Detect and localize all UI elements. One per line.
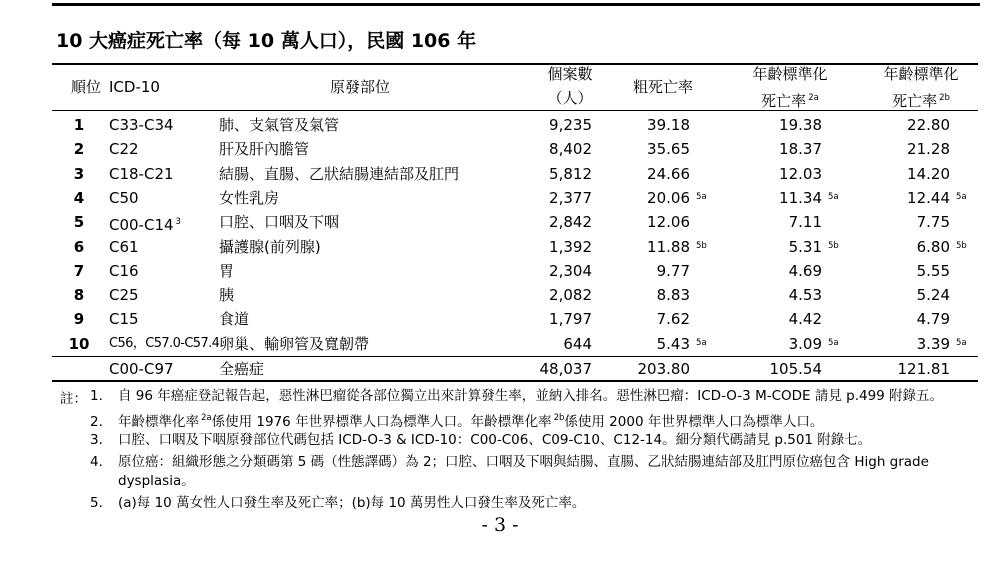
row-rank: 5	[73, 213, 85, 231]
footnote-5: 5. (a)每 10 萬女性人口發生率及死亡率；(b)每 10 萬男性人口發生率及死亡率。	[90, 495, 586, 511]
row-asr-a: 4.53	[788, 286, 822, 304]
total-cases: 48,037	[539, 360, 592, 378]
row-cases: 2,082	[549, 286, 592, 304]
total-asr-a: 105.54	[769, 360, 822, 378]
row-cases: 5,812	[549, 165, 592, 183]
row-asr-a: 11.34 5a	[779, 189, 839, 207]
footnote-3: 3. 口腔、口咽及下咽原發部位代碼包括 ICD-O-3 & ICD-10：C00-C06、C09-C10、C12-14。細分類代碼請見 p.501 附錄七。	[90, 432, 872, 448]
row-site: 肝及肝內膽管	[219, 140, 310, 158]
top-rule	[52, 3, 980, 6]
row-rank: 7	[73, 262, 85, 280]
row-cases: 9,235	[549, 116, 592, 134]
row-rank: 9	[73, 310, 85, 328]
row-site: 胃	[219, 262, 235, 280]
row-asr-a: 4.69	[788, 262, 822, 280]
row-asr-b: 14.20	[907, 165, 950, 183]
header-cases-line2: （人）	[547, 89, 593, 107]
row-icd: C25	[109, 286, 139, 304]
row-site: 胰	[219, 286, 235, 304]
row-asr-a: 19.38	[779, 116, 822, 134]
header-site: 原發部位	[329, 78, 390, 96]
footnote-2: 2. 年齡標準化率 $^{2a}$係使用 1976 年世界標準人口為標準人口。年齡標準化率 $^{2b}$係使用 2000 年世界標準人口為標準人口。	[90, 413, 824, 430]
row-site: 食道	[219, 310, 250, 328]
row-crude: 24.66	[647, 165, 690, 183]
page-title: 10 大癌症死亡率（每 10 萬人口），民國 106 年	[56, 30, 477, 52]
row-site: 女性乳房	[219, 189, 280, 207]
header-cases-line1: 個案數	[547, 65, 593, 83]
row-icd: C16	[109, 262, 139, 280]
total-site: 全癌症	[219, 360, 265, 378]
header-asr-a-line1: 年齡標準化	[752, 65, 828, 83]
row-crude: 9.77	[656, 262, 690, 280]
row-crude: 20.06 5a	[647, 189, 707, 207]
row-asr-a: 5.31 5b	[788, 238, 839, 256]
page-number: - 3 -	[481, 514, 519, 536]
row-crude: 8.83	[656, 286, 690, 304]
header-asr-a-line2: 死亡率 $^{2a}$	[761, 92, 819, 110]
row-asr-b: 12.44 5a	[907, 189, 967, 207]
row-cases: 644	[563, 335, 592, 353]
total-asr-b: 121.81	[897, 360, 950, 378]
row-icd: C18-C21	[109, 165, 174, 183]
row-icd: C50	[109, 189, 139, 207]
row-site: 口腔、口咽及下咽	[219, 213, 340, 231]
row-icd: C61	[109, 238, 139, 256]
row-asr-b: 21.28	[907, 140, 950, 158]
row-cases: 2,304	[549, 262, 592, 280]
total-icd: C00-C97	[109, 360, 174, 378]
row-asr-a: 4.42	[788, 310, 822, 328]
row-cases: 2,377	[549, 189, 592, 207]
row-asr-b: 3.39 5a	[916, 335, 967, 353]
row-cases: 1,392	[549, 238, 592, 256]
row-rank: 4	[73, 189, 85, 207]
row-crude: 39.18	[647, 116, 690, 134]
row-crude: 7.62	[656, 310, 690, 328]
row-asr-b: 22.80	[907, 116, 950, 134]
header-asr-b-line2: 死亡率 $^{2b}$	[892, 92, 950, 110]
row-rank: 6	[73, 238, 85, 256]
row-asr-b: 4.79	[916, 310, 950, 328]
row-crude: 35.65	[647, 140, 690, 158]
row-rank: 3	[73, 165, 85, 183]
header-icd: ICD-10	[109, 78, 160, 96]
total-crude: 203.80	[637, 360, 690, 378]
row-rank: 10	[68, 335, 90, 353]
row-icd: C56，C57.0-C57.4	[109, 336, 220, 351]
row-cases: 8,402	[549, 140, 592, 158]
row-crude: 12.06	[647, 213, 690, 231]
row-icd: C15	[109, 310, 139, 328]
footnote-1: 1. 自 96 年癌症登記報告起，惡性淋巴瘤從各部位獨立出來計算發生率，並納入排名。惡性淋巴瘤：ICD-O-3 M-CODE 請見 p.499 附錄五。	[90, 388, 944, 404]
row-asr-a: 18.37	[779, 140, 822, 158]
row-rank: 2	[73, 140, 85, 158]
row-cases: 2,842	[549, 213, 592, 231]
header-crude: 粗死亡率	[632, 78, 693, 96]
notes-label: 註：	[60, 391, 87, 407]
row-asr-b: 5.24	[916, 286, 950, 304]
total-rule	[52, 356, 978, 357]
footnote-4: 4. 原位癌：組織形態之分類碼第 5 碼（性態譯碼）為 2；口腔、口咽及下咽與結腸、直腸、乙狀結腸連結部及肛門原位癌包含 High grade dysplasia。	[90, 454, 929, 489]
row-crude: 11.88 5b	[647, 238, 707, 256]
row-site: 結腸、直腸、乙狀結腸連結部及肛門	[219, 165, 460, 183]
row-site: 肺、支氣管及氣管	[219, 116, 340, 134]
row-asr-a: 3.09 5a	[788, 335, 839, 353]
row-icd: C00-C14 $^3$	[109, 216, 181, 234]
header-rank: 順位	[70, 78, 101, 96]
row-asr-b: 5.55	[916, 262, 950, 280]
row-site: 攝護腺(前列腺)	[219, 238, 321, 256]
row-asr-b: 7.75	[916, 213, 950, 231]
row-icd: C33-C34	[109, 116, 174, 134]
row-cases: 1,797	[549, 310, 592, 328]
row-crude: 5.43 5a	[656, 335, 707, 353]
row-rank: 8	[73, 286, 85, 304]
row-icd: C22	[109, 140, 139, 158]
header-asr-b-line1: 年齡標準化	[883, 65, 959, 83]
row-asr-a: 7.11	[788, 213, 822, 231]
row-site: 卵巢、輸卵管及寬韌帶	[219, 335, 370, 353]
row-asr-b: 6.80 5b	[916, 238, 967, 256]
row-asr-a: 12.03	[779, 165, 822, 183]
row-rank: 1	[73, 116, 85, 134]
table-bottom-rule	[52, 380, 978, 382]
